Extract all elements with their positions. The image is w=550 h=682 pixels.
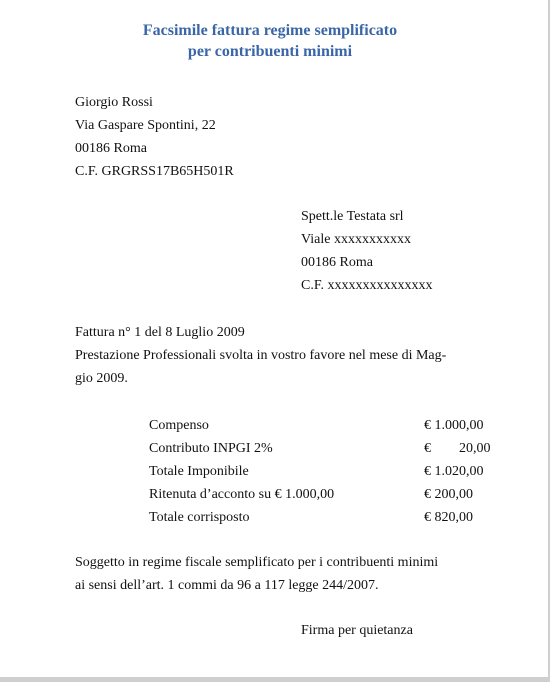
signature-label: Firma per quietanza — [301, 623, 413, 638]
note-line-2: ai sensi dell’art. 1 commi da 96 a 117 legge 244/2007. — [75, 578, 379, 593]
page-bottom-edge — [0, 677, 550, 682]
amount-row-imponibile — [149, 460, 509, 483]
amount-value: € 1.000,00 — [424, 418, 484, 433]
notes-block — [75, 551, 438, 597]
recipient-name: Spett.le Testata srl — [301, 209, 404, 224]
note-line-1: Soggetto in regime fiscale semplificato per i contribuenti minimi — [75, 555, 439, 570]
title-line-2: per contribuenti minimi — [187, 43, 353, 60]
invoice-number: Fattura n° 1 del 8 Luglio 2009 — [75, 325, 245, 340]
amount-row-corrisposto — [149, 506, 509, 529]
sender-city: 00186 Roma — [75, 141, 147, 156]
amount-value: € 820,00 — [424, 510, 473, 525]
amount-value: € 1.020,00 — [424, 464, 484, 479]
recipient-block — [301, 205, 433, 297]
amount-row-contributo — [149, 437, 509, 460]
invoice-description-line-1: Prestazione Professionali svolta in vostro favore nel mese di Mag- — [75, 348, 447, 363]
recipient-tax-code: C.F. xxxxxxxxxxxxxxx — [301, 278, 433, 293]
sender-block — [75, 91, 234, 183]
recipient-address: Viale xxxxxxxxxxx — [301, 232, 411, 247]
amount-value: € 200,00 — [424, 487, 473, 502]
amount-label: Contributo INPGI 2% — [149, 441, 273, 456]
recipient-city: 00186 Roma — [301, 255, 373, 270]
sender-address: Via Gaspare Spontini, 22 — [75, 118, 216, 133]
title-line-1: Facsimile fattura regime semplificato — [142, 22, 398, 39]
invoice-description-line-2: gio 2009. — [75, 371, 128, 386]
amount-row-ritenuta — [149, 483, 509, 506]
amount-row-compenso — [149, 414, 509, 437]
amount-label: Totale Imponibile — [149, 464, 249, 479]
amount-label: Ritenuta d’acconto su € 1.000,00 — [149, 487, 335, 502]
amount-label: Compenso — [149, 418, 209, 433]
sender-name: Giorgio Rossi — [75, 95, 153, 110]
amounts-table — [149, 414, 509, 529]
invoice-block — [75, 321, 475, 390]
amount-value: € 20,00 — [424, 441, 491, 456]
document-title — [0, 20, 540, 62]
sender-tax-code: C.F. GRGRSS17B65H501R — [75, 164, 234, 179]
amount-label: Totale corrisposto — [149, 510, 250, 525]
